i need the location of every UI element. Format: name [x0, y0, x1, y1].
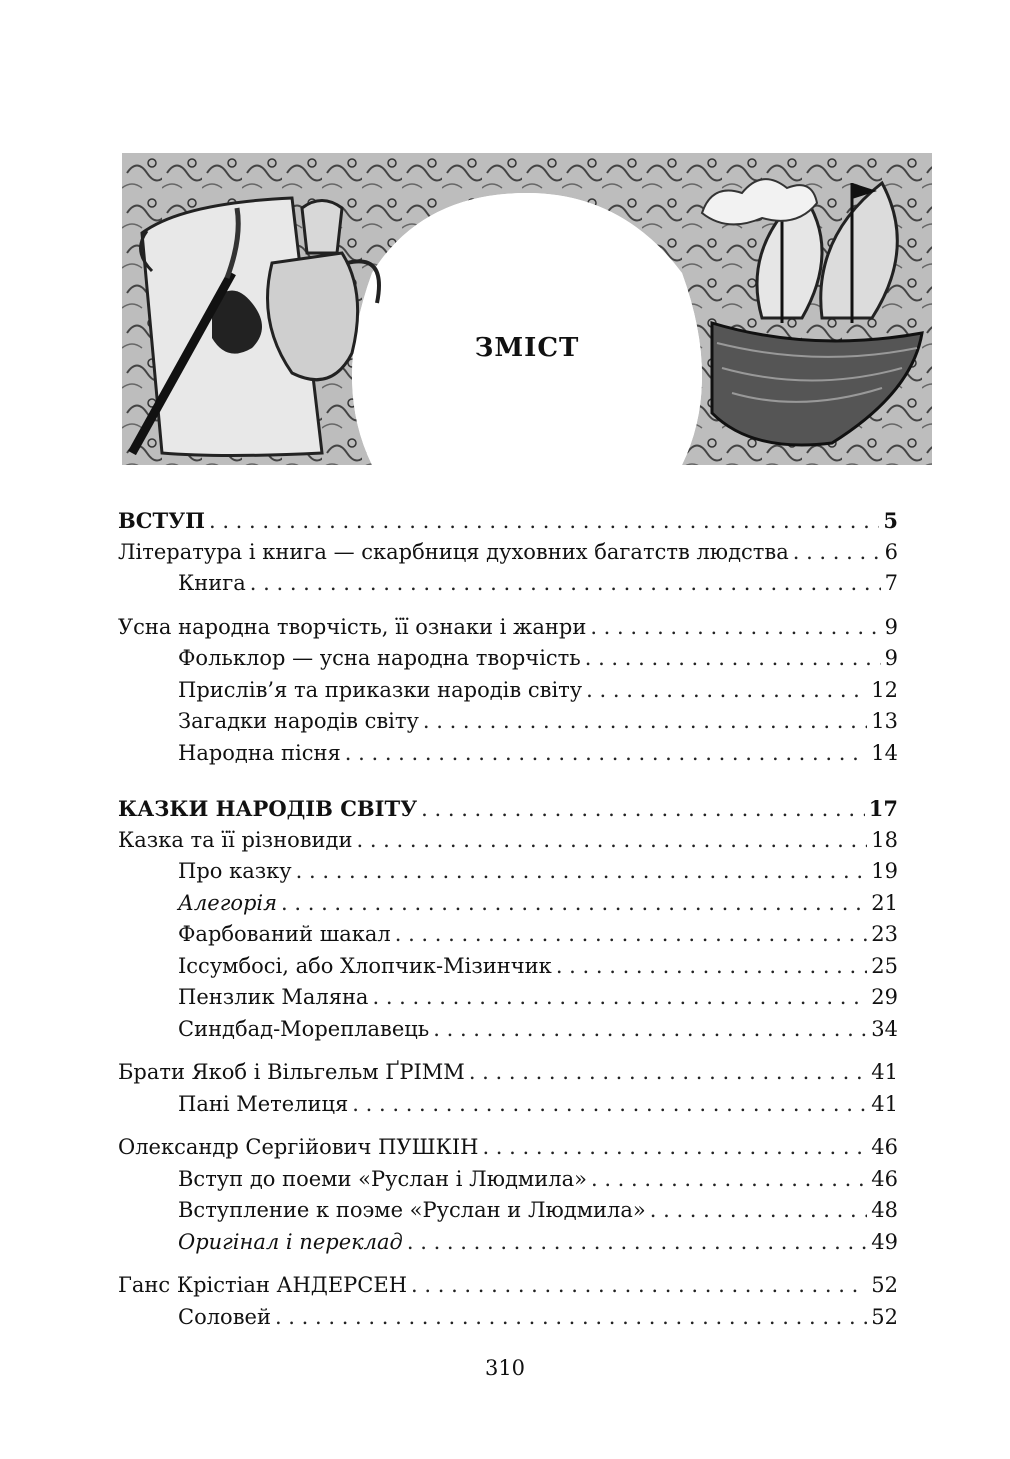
toc-leader-dots: [585, 643, 881, 675]
toc-entry: [118, 738, 898, 770]
toc-entry-page: 34: [871, 1016, 898, 1041]
toc-entry: [118, 568, 898, 600]
toc-entry-title: Загадки народів світу: [178, 709, 419, 733]
toc-entry-title: Книга: [178, 571, 246, 595]
toc-entry-title: Казка та її різновиди: [118, 827, 353, 852]
toc-entry-title: Народна пісня: [178, 740, 341, 765]
section-spacer: [118, 1045, 898, 1057]
toc-entry-title: Пензлик Маляна: [178, 985, 369, 1009]
toc-entry: [118, 706, 898, 738]
toc-entry-page: 17: [868, 796, 898, 821]
toc-entry-title: Ганс Крістіан АНДЕРСЕН: [118, 1273, 408, 1297]
toc-entry-page: 13: [871, 709, 898, 733]
toc-entry: [118, 1195, 898, 1227]
toc-entry: [118, 675, 898, 707]
toc-entry: [118, 1057, 898, 1089]
toc-entry: [118, 856, 898, 888]
toc-entry-title: Вступ до поеми «Руслан і Людмила»: [178, 1166, 587, 1191]
toc-leader-dots: [356, 825, 867, 857]
toc-entry-page: 12: [871, 677, 898, 702]
toc-entry-page: 41: [871, 1091, 898, 1116]
toc-entry-page: 52: [871, 1304, 898, 1329]
toc-entry-page: 9: [884, 646, 898, 670]
toc-entry-page: 25: [871, 953, 898, 978]
toc-entry: [118, 1302, 898, 1334]
toc-entry-title: Література і книга — скарбниця духовних багатств людства: [118, 539, 789, 564]
toc-entry-title: Оригінал і переклад: [178, 1229, 403, 1254]
toc-leader-dots: [352, 1089, 867, 1121]
toc-entry-page: 6: [884, 539, 898, 564]
toc-entry: [118, 612, 898, 644]
toc-leader-dots: [281, 888, 867, 920]
header-banner: [122, 153, 932, 465]
toc-entry-title: Вступление к поэме «Руслан и Людмила»: [178, 1198, 646, 1222]
toc-leader-dots: [590, 612, 880, 644]
toc-leader-dots: [586, 675, 867, 707]
toc-entry-page: 29: [871, 985, 898, 1009]
toc-entry-page: 46: [871, 1135, 898, 1159]
toc-entry: [118, 1227, 898, 1259]
toc-entry: [118, 1132, 898, 1164]
toc-entry: [118, 982, 898, 1014]
toc-leader-dots: [421, 794, 865, 826]
toc-leader-dots: [482, 1132, 867, 1164]
toc-leader-dots: [423, 706, 867, 738]
section-spacer: [118, 769, 898, 793]
toc-entry: [118, 537, 898, 569]
toc-entry-page: 9: [884, 614, 898, 639]
section-spacer: [118, 1258, 898, 1270]
toc-entry: [118, 793, 898, 825]
toc-leader-dots: [556, 951, 867, 983]
toc-entry: [118, 1014, 898, 1046]
toc-entry: [118, 888, 898, 920]
toc-entry: [118, 643, 898, 675]
toc-entry-title: Іссумбосі, або Хлопчик-Мізинчик: [178, 953, 552, 978]
toc-leader-dots: [411, 1270, 867, 1302]
decorative-illustration: [122, 153, 932, 465]
toc-entry: [118, 919, 898, 951]
toc-entry-title: Фольклор — усна народна творчість: [178, 646, 581, 670]
toc-leader-dots: [407, 1227, 867, 1259]
toc-leader-dots: [275, 1302, 867, 1334]
toc-entry-page: 14: [871, 740, 898, 765]
toc-entry-page: 49: [871, 1229, 898, 1254]
toc-entry-title: Усна народна творчість, її ознаки і жанри: [118, 614, 587, 639]
toc-entry-title: КАЗКИ НАРОДІВ СВІТУ: [118, 796, 418, 821]
toc-entry-page: 41: [871, 1060, 898, 1084]
toc-leader-dots: [469, 1057, 867, 1089]
toc-entry-title: Пані Метелиця: [178, 1091, 349, 1116]
toc-leader-dots: [793, 537, 881, 569]
section-spacer: [118, 600, 898, 612]
toc-entry-title: Синдбад-Мореплавець: [178, 1016, 430, 1041]
toc-entry-title: Про казку: [178, 859, 292, 883]
toc-entry-page: 52: [871, 1273, 898, 1297]
toc-entry-title: Алегорія: [178, 890, 278, 915]
toc-leader-dots: [345, 738, 868, 770]
page-number: 310: [484, 1356, 526, 1380]
toc-entry-page: 7: [884, 571, 898, 595]
toc-entry-title: Прислів’я та приказки народів світу: [178, 677, 583, 702]
toc-entry-page: 21: [871, 890, 898, 915]
toc-leader-dots: [395, 919, 868, 951]
toc-leader-dots: [433, 1014, 867, 1046]
page-title: ЗМІСТ: [474, 333, 580, 363]
section-spacer: [118, 1120, 898, 1132]
toc-entry-page: 48: [871, 1198, 898, 1222]
toc-leader-dots: [372, 982, 867, 1014]
toc-entry-page: 23: [871, 922, 898, 946]
toc-entry-title: ВСТУП: [118, 508, 205, 533]
toc-entry: [118, 1270, 898, 1302]
toc-entry-title: Брати Якоб і Вільгельм ҐРІММ: [118, 1060, 465, 1084]
toc-entry: [118, 825, 898, 857]
toc-entry-page: 5: [883, 508, 898, 533]
toc-entry-title: Фарбований шакал: [178, 922, 391, 946]
toc-entry-page: 46: [871, 1166, 898, 1191]
table-of-contents: [118, 505, 898, 1333]
toc-entry: [118, 1089, 898, 1121]
toc-entry-page: 19: [871, 859, 898, 883]
toc-leader-dots: [296, 856, 868, 888]
toc-entry: [118, 951, 898, 983]
toc-leader-dots: [650, 1195, 868, 1227]
toc-entry-title: Соловей: [178, 1304, 271, 1329]
toc-leader-dots: [250, 568, 881, 600]
toc-entry: [118, 1164, 898, 1196]
toc-leader-dots: [209, 506, 879, 538]
toc-leader-dots: [591, 1164, 867, 1196]
toc-entry-page: 18: [871, 827, 898, 852]
toc-entry: [118, 505, 898, 537]
toc-entry-title: Олександр Сергійович ПУШКІН: [118, 1135, 479, 1159]
